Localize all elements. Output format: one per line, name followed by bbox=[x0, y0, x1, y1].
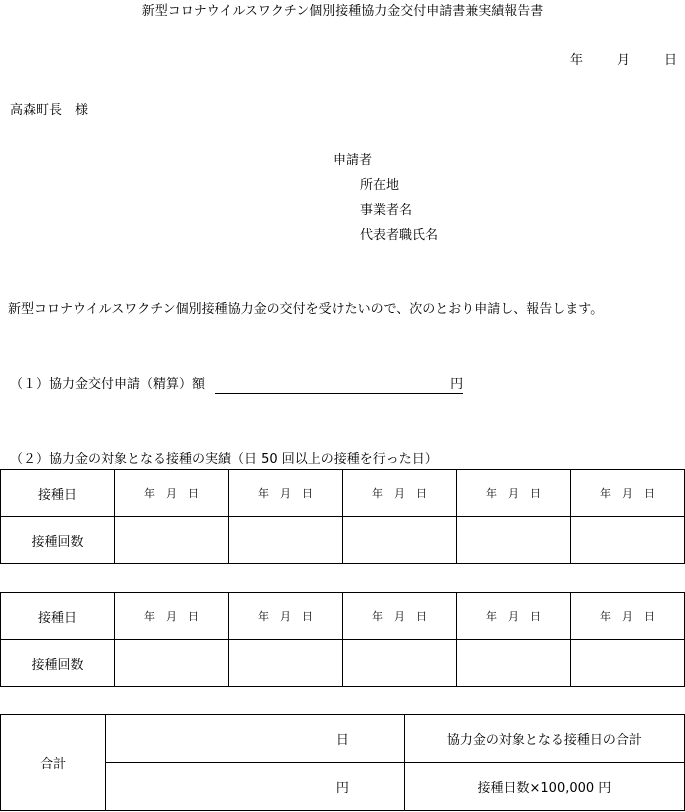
date-cell[interactable]: 年 月 日 bbox=[343, 593, 457, 640]
date-cell[interactable]: 年 月 日 bbox=[571, 593, 685, 640]
amount-label: （１）協力金交付申請（精算）額 bbox=[10, 377, 206, 392]
date-cell[interactable]: 年 月 日 bbox=[343, 470, 457, 517]
vaccination-record-table-1 bbox=[0, 469, 685, 564]
applicant-address-label: 所在地 bbox=[360, 178, 400, 193]
count-cell[interactable] bbox=[343, 640, 457, 687]
count-cell[interactable] bbox=[229, 640, 343, 687]
count-cell[interactable] bbox=[571, 640, 685, 687]
table-row bbox=[1, 517, 685, 564]
table-row bbox=[1, 470, 685, 517]
amount-unit: 円 bbox=[450, 377, 464, 392]
date-year: 年 bbox=[569, 53, 583, 68]
date-cell[interactable]: 年 月 日 bbox=[115, 593, 229, 640]
table-row bbox=[1, 593, 685, 640]
amount-field[interactable] bbox=[215, 373, 463, 394]
total-days-description: 協力金の対象となる接種日の合計 bbox=[404, 715, 684, 763]
count-cell[interactable] bbox=[115, 640, 229, 687]
applicant-heading: 申請者 bbox=[333, 153, 373, 168]
count-cell[interactable] bbox=[343, 517, 457, 564]
date-header: 接種日 bbox=[1, 470, 115, 517]
date-header: 接種日 bbox=[1, 593, 115, 640]
date-cell[interactable]: 年 月 日 bbox=[457, 470, 571, 517]
count-header: 接種回数 bbox=[1, 640, 115, 687]
document-title: 新型コロナウイルスワクチン個別接種協力金交付申請書兼実績報告書 bbox=[141, 4, 544, 19]
date-cell[interactable]: 年 月 日 bbox=[229, 593, 343, 640]
intro-text: 新型コロナウイルスワクチン個別接種協力金の交付を受けたいので、次のとおり申請し、報告します。 bbox=[8, 302, 604, 317]
date-day: 日 bbox=[663, 53, 677, 68]
total-yen-unit: 円 bbox=[335, 781, 349, 796]
count-cell[interactable] bbox=[571, 517, 685, 564]
total-table bbox=[0, 714, 685, 811]
applicant-business-label: 事業者名 bbox=[360, 203, 413, 218]
applicant-representative-label: 代表者職氏名 bbox=[360, 228, 439, 243]
total-yen-description: 接種日数×100,000 円 bbox=[404, 763, 684, 811]
count-cell[interactable] bbox=[229, 517, 343, 564]
total-days-field[interactable] bbox=[106, 715, 405, 763]
date-month: 月 bbox=[616, 53, 630, 68]
count-cell[interactable] bbox=[457, 517, 571, 564]
date-cell[interactable]: 年 月 日 bbox=[457, 593, 571, 640]
total-yen-field[interactable] bbox=[106, 763, 405, 811]
amount-row bbox=[10, 373, 463, 394]
total-label: 合計 bbox=[1, 715, 106, 811]
table-row bbox=[1, 640, 685, 687]
addressee: 高森町長 様 bbox=[10, 103, 89, 118]
date-cell[interactable]: 年 月 日 bbox=[571, 470, 685, 517]
vaccination-record-table-2 bbox=[0, 592, 685, 687]
table-row bbox=[1, 715, 685, 763]
count-cell[interactable] bbox=[115, 517, 229, 564]
date-line bbox=[570, 49, 677, 68]
count-header: 接種回数 bbox=[1, 517, 115, 564]
date-cell[interactable]: 年 月 日 bbox=[229, 470, 343, 517]
section2-label: （２）協力金の対象となる接種の実績（日 50 回以上の接種を行った日） bbox=[10, 452, 438, 467]
date-cell[interactable]: 年 月 日 bbox=[115, 470, 229, 517]
total-days-unit: 日 bbox=[335, 733, 349, 748]
count-cell[interactable] bbox=[457, 640, 571, 687]
